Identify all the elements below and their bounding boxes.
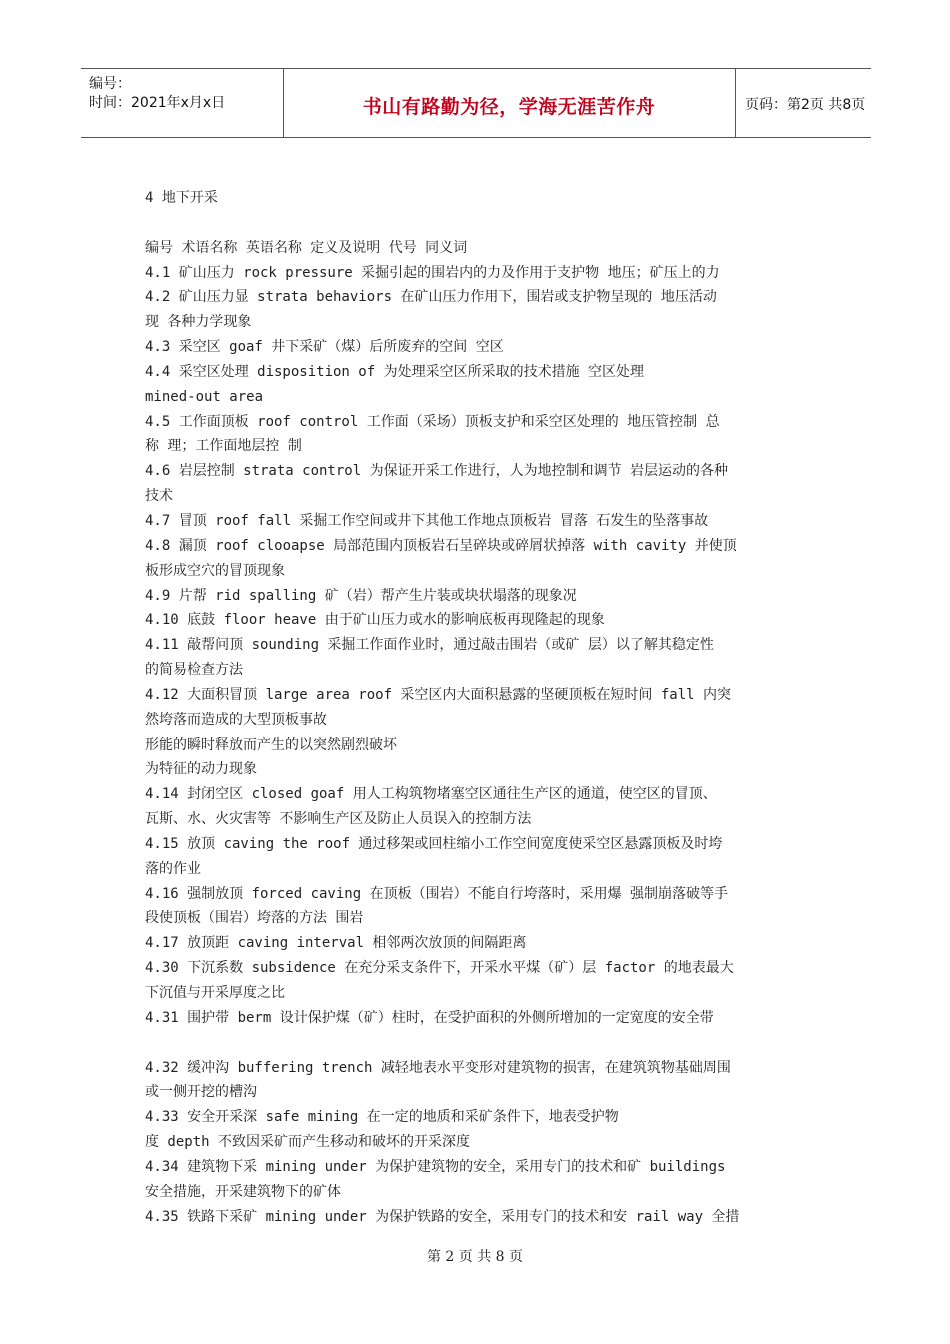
text-line: 4.30 下沉系数 subsidence 在充分采支条件下，开采水平煤（矿）层 factor 的地表最大: [145, 960, 734, 977]
text-line: 称 理；工作面地层控 制: [145, 438, 302, 455]
header-motto-cell: [283, 69, 736, 137]
text-line: 安全措施，开采建筑物下的矿体: [145, 1183, 341, 1200]
text-line: 度 depth 不致因采矿而产生移动和破坏的开采深度: [145, 1134, 470, 1151]
text-line: 4.3 采空区 goaf 井下采矿（煤）后所废弃的空间 空区: [145, 339, 504, 356]
text-line: 或一侧开挖的槽沟: [145, 1084, 257, 1101]
text-line: mined-out area: [145, 388, 264, 405]
text-line: 的简易检查方法: [145, 662, 243, 679]
header-page-info: 页码：第2页 共8页: [745, 97, 866, 113]
text-line: 4.11 敲帮问顶 sounding 采掘工作面作业时，通过敲击围岩（或矿 层）以了解其稳定性: [145, 637, 714, 654]
header-meta-cell: [81, 69, 284, 137]
text-line: 4.34 建筑物下采 mining under 为保护建筑物的安全，采用专门的技术和矿 buildings: [145, 1158, 726, 1175]
text-line: 现 各种力学现象: [145, 314, 252, 331]
text-line: 4.12 大面积冒顶 large area roof 采空区内大面积悬露的坚硬顶板在短时间 fall 内突: [145, 686, 732, 703]
section-title: 4 地下开采: [145, 190, 218, 206]
text-line: 4.16 强制放顶 forced caving 在顶板（围岩）不能自行垮落时，采用爆 强制崩落破等手: [145, 885, 729, 902]
text-line: [145, 1031, 815, 1056]
document-body: [145, 186, 815, 1229]
text-line: 4.17 放顶距 caving interval 相邻两次放顶的间隔距离: [145, 935, 527, 952]
text-line: 瓦斯、水、火灾害等 不影响生产区及防止人员误入的控制方法: [145, 811, 532, 828]
page-footer: 第 2 页 共 8 页: [426, 1249, 524, 1265]
text-line: 段使顶板（围岩）垮落的方法 围岩: [145, 910, 364, 927]
text-line: 4.7 冒顶 roof fall 采掘工作空间或井下其他工作地点顶板岩 冒落 石发生的坠落事故: [145, 512, 709, 529]
text-line: 4.10 底鼓 floor heave 由于矿山压力或水的影响底板再现隆起的现象: [145, 612, 605, 629]
text-line: 4.6 岩层控制 strata control 为保证开采工作进行，人为地控制和调节 岩层运动的各种: [145, 463, 729, 480]
text-line: 4.31 围护带 berm 设计保护煤（矿）柱时，在受护面积的外侧所增加的一定宽度的安全带: [145, 1009, 714, 1026]
document-number-label: 编号：: [89, 76, 131, 92]
text-line: 4.1 矿山压力 rock pressure 采掘引起的围岩内的力及作用于支护物 地压；矿压上的力: [145, 264, 720, 281]
text-line: 落的作业: [145, 860, 201, 877]
text-line: [145, 211, 815, 236]
text-line: 4.32 缓冲沟 buffering trench 减轻地表水平变形对建筑物的损害，在建筑筑物基础周围: [145, 1059, 731, 1076]
text-line: 4.4 采空区处理 disposition of 为处理采空区所采取的技术措施 空区处理: [145, 363, 645, 380]
text-line: 4.5 工作面顶板 roof control 工作面（采场）顶板支护和采空区处理的 地压管控制 总: [145, 413, 720, 430]
text-line: 4.9 片帮 rid spalling 矿（岩）帮产生片装或块状塌落的现象况: [145, 587, 577, 604]
text-line: 下沉值与开采厚度之比: [145, 985, 285, 1001]
text-line: 然垮落而造成的大型顶板事故: [145, 711, 327, 728]
text-line: 板形成空穴的冒顶现象: [145, 562, 285, 579]
text-line: 4.14 封闭空区 closed goaf 用人工构筑物堵塞空区通往生产区的通道，使空区的冒顶、: [145, 786, 717, 803]
text-line: 技术: [145, 488, 173, 505]
table-header-line: 编号 术语名称 英语名称 定义及说明 代号 同义词: [145, 239, 468, 256]
header-page-cell: [735, 69, 871, 137]
text-line: 4.15 放顶 caving the roof 通过移架或回柱缩小工作空间宽度使采空区悬露顶板及时垮: [145, 835, 723, 852]
text-line: 4.2 矿山压力显 strata behaviors 在矿山压力作用下，围岩或支护物呈现的 地压活动: [145, 289, 717, 306]
header-motto: 书山有路勤为径，学海无涯苦作舟: [362, 96, 656, 118]
document-time-label: 时间：2021年x月x日: [89, 95, 226, 111]
text-line: 4.33 安全开采深 safe mining 在一定的地质和采矿条件下，地表受护物: [145, 1109, 619, 1126]
text-line: 4.35 铁路下采矿 mining under 为保护铁路的安全，采用专门的技术和安 rail way 全措: [145, 1208, 740, 1225]
text-line: 4.8 漏顶 roof clooapse 局部范围内顶板岩石呈碎块或碎屑状掉落 with cavity 并使顶: [145, 537, 737, 554]
text-line: 形能的瞬时释放而产生的以突然剧烈破坏: [145, 736, 397, 753]
page-header: [81, 68, 871, 138]
text-line: 为特征的动力现象: [145, 761, 257, 778]
